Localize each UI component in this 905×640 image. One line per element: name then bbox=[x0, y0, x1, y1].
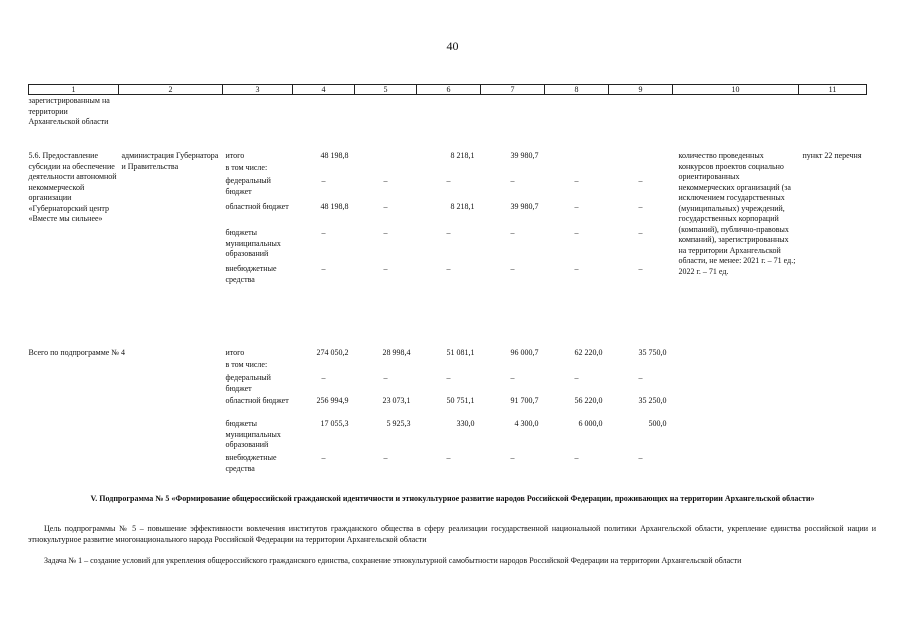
column-number: 9 bbox=[609, 85, 673, 95]
source-label: областной бюджет bbox=[225, 396, 289, 405]
column-number: 4 bbox=[293, 85, 355, 95]
value-cell: 56 220,0 bbox=[574, 396, 603, 405]
value-cell: – bbox=[446, 176, 451, 185]
source-label: федеральный бюджет bbox=[225, 176, 271, 196]
value-cell: – bbox=[383, 228, 388, 237]
value-cell: – bbox=[574, 373, 579, 382]
value-cell: – bbox=[510, 228, 515, 237]
value-cell: 91 700,7 bbox=[510, 396, 539, 405]
result-indicator: количество проведенных конкурсов проектов социально ориентированных некоммерческих организаций (за исключением государственных (муниципальных) учреждений, государственных корпораций (компаний), публично-правовых компаний), зарегистрированных на территории Архангельской области, не менее: 2021 г. – 71 ед.; 2022 г. – 71 ед. bbox=[678, 151, 796, 276]
source-label: итого bbox=[225, 348, 245, 357]
section-heading: V. Подпрограмма № 5 «Формирование общероссийской гражданской идентичности и этнокультурное развитие народов Российской Федерации, проживающих на территории Архангельской области» bbox=[90, 494, 815, 503]
value-cell: 50 751,1 bbox=[446, 396, 475, 405]
reference: пункт 22 перечня bbox=[802, 151, 862, 160]
value-cell: 4 300,0 bbox=[514, 419, 539, 428]
column-number: 7 bbox=[481, 85, 545, 95]
value-cell: 256 994,9 bbox=[316, 396, 349, 405]
value-cell: – bbox=[638, 202, 643, 211]
page-number: 40 bbox=[446, 39, 459, 53]
value-cell: – bbox=[383, 202, 388, 211]
value-cell bbox=[609, 151, 673, 163]
value-cell: – bbox=[321, 373, 326, 382]
value-cell: 35 250,0 bbox=[638, 396, 667, 405]
value-cell: – bbox=[510, 453, 515, 462]
value-cell: 330,0 bbox=[456, 419, 475, 428]
table-row bbox=[29, 151, 867, 163]
value-cell: – bbox=[638, 176, 643, 185]
column-number: 10 bbox=[673, 85, 799, 95]
program-table bbox=[28, 84, 867, 475]
value-cell: – bbox=[510, 373, 515, 382]
table-header-row bbox=[29, 85, 867, 95]
source-label: в том числе: bbox=[225, 360, 268, 369]
value-cell: 500,0 bbox=[648, 419, 667, 428]
task-paragraph: Задача № 1 – создание условий для укрепления общероссийского гражданского единства, сохранение этнокультурной самобытности народов Российской Федерации на территории Архангельской области bbox=[44, 556, 742, 565]
value-cell: 274 050,2 bbox=[316, 348, 349, 357]
value-cell: – bbox=[446, 373, 451, 382]
value-cell: 51 081,1 bbox=[446, 348, 475, 357]
source-label: внебюджетные средства bbox=[225, 453, 277, 473]
value-cell: – bbox=[638, 264, 643, 273]
value-cell: 39 980,7 bbox=[510, 202, 539, 211]
total-label: Всего по подпрограмме № 4 bbox=[28, 348, 125, 357]
value-cell: 23 073,1 bbox=[382, 396, 411, 405]
column-number: 2 bbox=[119, 85, 223, 95]
value-cell: 48 198,8 bbox=[320, 202, 349, 211]
value-cell: 8 218,1 bbox=[450, 151, 475, 160]
value-cell bbox=[545, 151, 609, 163]
source-label: в том числе: bbox=[225, 163, 268, 172]
value-cell: – bbox=[383, 453, 388, 462]
value-cell: – bbox=[321, 264, 326, 273]
column-number: 3 bbox=[223, 85, 293, 95]
value-cell: – bbox=[383, 264, 388, 273]
value-cell: – bbox=[574, 176, 579, 185]
value-cell: – bbox=[574, 264, 579, 273]
source-label: внебюджетные средства bbox=[225, 264, 277, 284]
value-cell: 28 998,4 bbox=[382, 348, 411, 357]
value-cell: 35 750,0 bbox=[638, 348, 667, 357]
value-cell: – bbox=[446, 264, 451, 273]
value-cell: 17 055,3 bbox=[320, 419, 349, 428]
value-cell: – bbox=[321, 176, 326, 185]
value-cell bbox=[355, 151, 417, 163]
value-cell: – bbox=[638, 228, 643, 237]
value-cell: – bbox=[638, 453, 643, 462]
column-number: 8 bbox=[545, 85, 609, 95]
value-cell: – bbox=[574, 228, 579, 237]
value-cell: – bbox=[446, 228, 451, 237]
executor: администрация Губернатора и Правительства bbox=[121, 151, 219, 171]
source-label: федеральный бюджет bbox=[225, 373, 271, 393]
value-cell: – bbox=[383, 373, 388, 382]
value-cell: 62 220,0 bbox=[574, 348, 603, 357]
value-cell: – bbox=[510, 264, 515, 273]
source-label: бюджеты муниципальных образований bbox=[225, 228, 281, 258]
value-cell: 8 218,1 bbox=[450, 202, 475, 211]
column-number: 1 bbox=[29, 85, 119, 95]
value-cell: 96 000,7 bbox=[510, 348, 539, 357]
value-cell: – bbox=[321, 228, 326, 237]
value-cell: 6 000,0 bbox=[578, 419, 603, 428]
value-cell: – bbox=[446, 453, 451, 462]
value-cell: 48 198,8 bbox=[320, 151, 349, 160]
value-cell: 39 980,7 bbox=[510, 151, 539, 160]
column-number: 6 bbox=[417, 85, 481, 95]
continued-text: зарегистрированным на территории Архангельской области bbox=[28, 96, 110, 126]
column-number: 5 bbox=[355, 85, 417, 95]
source-label: бюджеты муниципальных образований bbox=[225, 419, 281, 449]
goal-paragraph: Цель подпрограммы № 5 – повышение эффективности вовлечения институтов гражданского общества в сферу реализации государственной национальной политики Архангельской области, укрепление единства российской нации и этнокультурное развитие многонационального народа Российской Федерации на территории Архангельской области bbox=[28, 524, 876, 544]
value-cell: – bbox=[574, 453, 579, 462]
table-row bbox=[29, 348, 867, 360]
value-cell: – bbox=[574, 202, 579, 211]
value-cell: – bbox=[383, 176, 388, 185]
value-cell: – bbox=[510, 176, 515, 185]
value-cell: 5 925,3 bbox=[386, 419, 411, 428]
column-number: 11 bbox=[799, 85, 867, 95]
source-label: итого bbox=[225, 151, 245, 160]
source-label: областной бюджет bbox=[225, 202, 289, 211]
measure-name: 5.6. Предоставление субсидии на обеспечение деятельности автономной некоммерческой организации «Губернаторский центр «Вместе мы сильнее» bbox=[28, 151, 117, 223]
table-row bbox=[29, 95, 867, 152]
value-cell: – bbox=[638, 373, 643, 382]
value-cell: – bbox=[321, 453, 326, 462]
